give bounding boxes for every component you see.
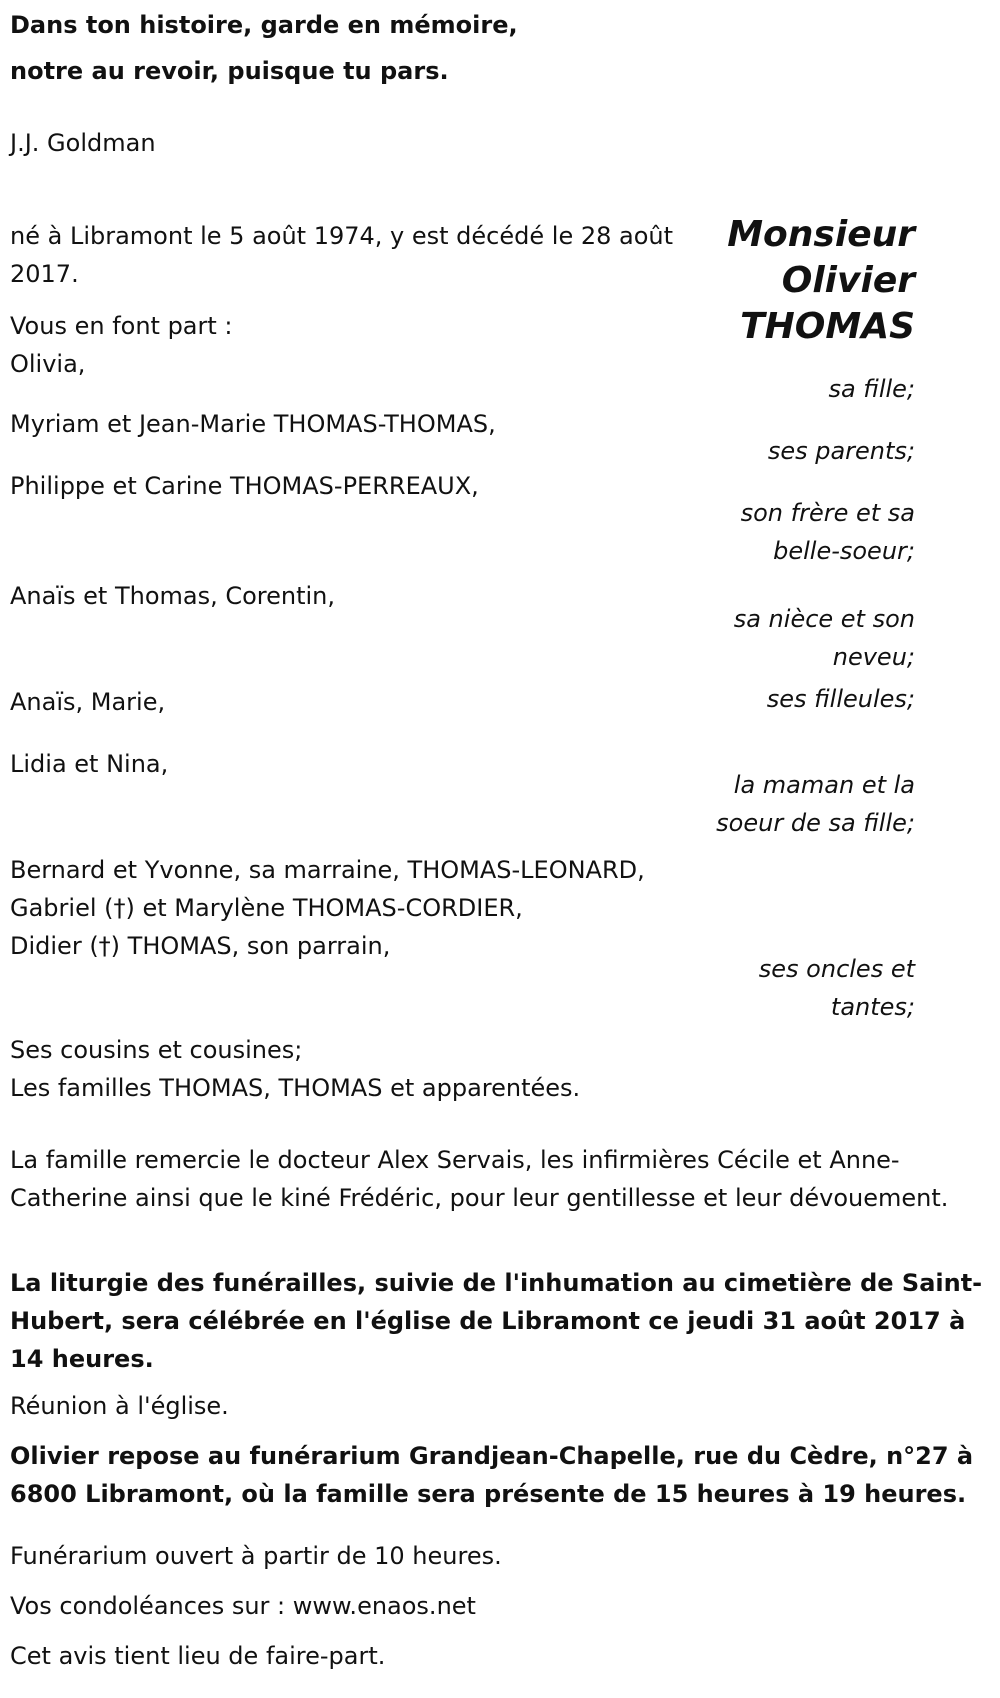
extended-family-cousins: Ses cousins et cousines;: [10, 1036, 303, 1064]
family-names-mother-sister: Lidia et Nina,: [10, 750, 169, 778]
funerarium-info: Olivier repose au funérarium Grandjean-Chapelle, rue du Cèdre, n°27 à 6800 Libramont, où la famille sera présente de 15 heures à 19 heures.: [10, 1442, 974, 1508]
family-relation-niece-nephew: sa nièce et son neveu;: [733, 605, 915, 671]
deceased-first-name: Olivier: [781, 260, 915, 301]
quote-line-1: Dans ton histoire, garde en mémoire,: [10, 11, 518, 39]
funeral-meeting: Réunion à l'église.: [10, 1392, 229, 1420]
family-relation-goddaughters: ses filleules;: [766, 685, 915, 713]
notice-text: Cet avis tient lieu de faire-part.: [10, 1642, 386, 1670]
announcement-intro: Vous en font part :: [10, 312, 233, 340]
family-names-uncle-3: Didier (†) THOMAS, son parrain,: [10, 932, 391, 960]
family-names-uncle-1: Bernard et Yvonne, sa marraine, THOMAS-LEONARD,: [10, 856, 645, 884]
family-relation-mother-sister: la maman et la soeur de sa fille;: [716, 771, 915, 837]
extended-family-families: Les familles THOMAS, THOMAS et apparentées.: [10, 1074, 581, 1102]
family-relation-parents: ses parents;: [767, 437, 915, 465]
family-relation-daughter: sa fille;: [828, 375, 915, 403]
funerarium-opening: Funérarium ouvert à partir de 10 heures.: [10, 1542, 502, 1570]
funeral-liturgy: La liturgie des funérailles, suivie de l'inhumation au cimetière de Saint-Hubert, sera célébrée en l'église de Libramont ce jeudi 31 août 2017 à 14 heures.: [10, 1269, 983, 1373]
deceased-title: Monsieur: [727, 214, 915, 255]
family-names-brother: Philippe et Carine THOMAS-PERREAUX,: [10, 472, 479, 500]
family-names-parents: Myriam et Jean-Marie THOMAS-THOMAS,: [10, 410, 496, 438]
family-relation-brother: son frère et sa belle-soeur;: [740, 499, 915, 565]
thanks-paragraph: La famille remercie le docteur Alex Servais, les infirmières Cécile et Anne-Catherine ainsi que le kiné Frédéric, pour leur gentillesse et leur dévouement.: [10, 1146, 949, 1212]
quote-line-2: notre au revoir, puisque tu pars.: [10, 57, 449, 85]
family-names-uncle-2: Gabriel (†) et Marylène THOMAS-CORDIER,: [10, 894, 523, 922]
deceased-last-name: THOMAS: [740, 306, 915, 347]
family-names-niece-nephew: Anaïs et Thomas, Corentin,: [10, 582, 336, 610]
family-relation-uncles-aunts: ses oncles et tantes;: [758, 955, 915, 1021]
family-names-goddaughters: Anaïs, Marie,: [10, 688, 166, 716]
birth-death-text: né à Libramont le 5 août 1974, y est décédé le 28 août 2017.: [10, 222, 674, 288]
condolences-text: Vos condoléances sur : www.enaos.net: [10, 1592, 476, 1620]
family-names-daughter: Olivia,: [10, 350, 86, 378]
quote-author: J.J. Goldman: [10, 129, 156, 157]
